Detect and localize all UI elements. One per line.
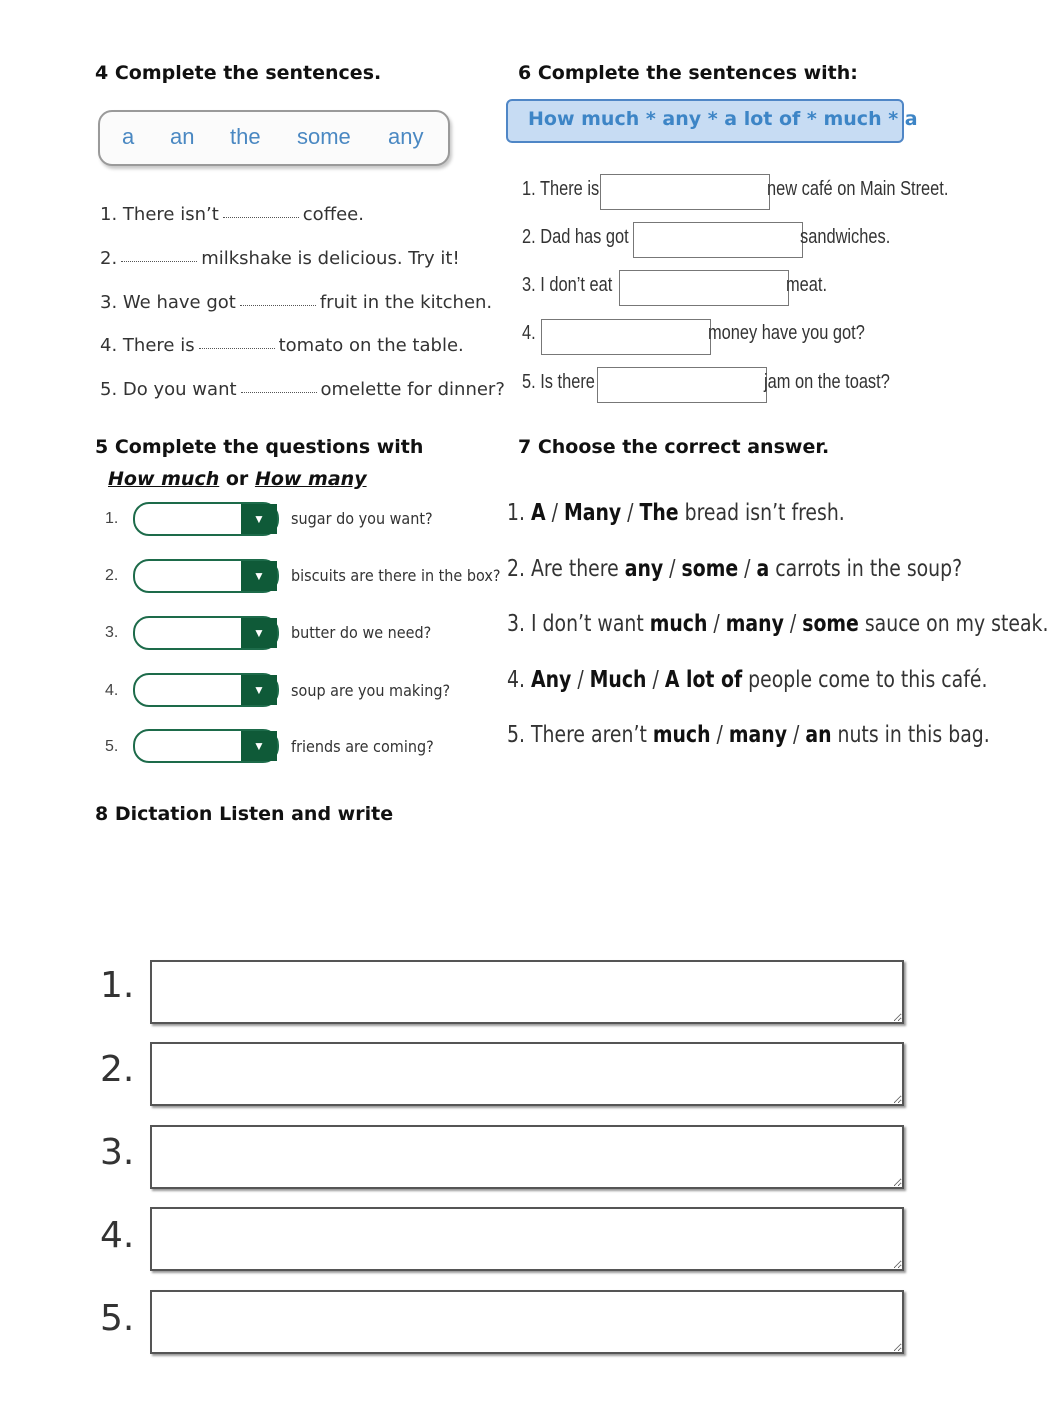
s4-item-2: 2. milkshake is delicious. Try it!	[100, 248, 460, 269]
s4-item-4: 4. There is tomato on the table.	[100, 335, 464, 356]
option[interactable]: Any	[530, 667, 572, 693]
dictation-num: 2.	[100, 1049, 135, 1090]
option[interactable]: many	[728, 722, 788, 748]
chevron-down-icon: ▼	[241, 618, 277, 648]
s5-dropdown-1[interactable]	[133, 502, 279, 536]
s4-item-1: 1. There isn’t coffee.	[100, 204, 364, 225]
section6-heading: 6 Complete the sentences with:	[518, 62, 858, 84]
word-bank-word: some	[297, 124, 351, 149]
option[interactable]: The	[639, 500, 679, 526]
option[interactable]: Much	[589, 667, 647, 693]
s6-before-1: 1. There is	[522, 178, 600, 200]
dictation-input-1[interactable]	[150, 960, 904, 1024]
s6-after-3: meat.	[786, 274, 828, 296]
s7-item-2: 2. Are there any / some / a carrots in the soup?	[507, 556, 963, 582]
s4-item-5: 5. Do you want omelette for dinner?	[100, 379, 505, 400]
dictation-input-4[interactable]	[150, 1207, 904, 1271]
s7-item-4: 4. Any / Much / A lot of people come to this café.	[507, 667, 988, 693]
s7-item-3: 3. I don’t want much / many / some sauce on my steak.	[507, 611, 1048, 637]
section8-heading: 8 Dictation Listen and write	[95, 803, 394, 825]
s7-item-5: 5. There aren’t much / many / an nuts in this bag.	[507, 722, 990, 748]
word-bank-word: an	[170, 124, 195, 149]
s5-num: 2.	[105, 567, 119, 584]
s6-after-2: sandwiches.	[800, 226, 891, 248]
blank	[240, 304, 316, 306]
s5-text-5: friends are coming?	[291, 737, 434, 756]
word-bank	[98, 110, 450, 166]
option[interactable]: any	[624, 556, 664, 582]
s6-answer-input-5[interactable]	[597, 367, 767, 403]
blank	[223, 216, 299, 218]
s5-num: 4.	[105, 682, 119, 699]
chevron-down-icon: ▼	[241, 675, 277, 705]
section4-heading: 4 Complete the sentences.	[95, 62, 382, 84]
option[interactable]: Many	[563, 500, 622, 526]
chevron-down-icon: ▼	[241, 504, 277, 534]
option[interactable]: much	[649, 611, 708, 637]
section7-heading: 7 Choose the correct answer.	[518, 436, 830, 458]
options-box	[506, 99, 918, 143]
s5-dropdown-4[interactable]	[133, 673, 279, 707]
dictation-num: 4.	[100, 1215, 135, 1256]
option[interactable]: an	[805, 722, 832, 748]
section5-subtitle: How much or How many	[108, 468, 367, 490]
s5-text-1: sugar do you want?	[291, 509, 433, 528]
s6-after-4: money have you got?	[708, 322, 865, 344]
s5-num: 1.	[105, 510, 119, 527]
option[interactable]: some	[681, 556, 739, 582]
dictation-input-3[interactable]	[150, 1125, 904, 1189]
s5-text-2: biscuits are there in the box?	[291, 566, 501, 585]
chevron-down-icon: ▼	[241, 561, 277, 591]
s6-answer-input-1[interactable]	[600, 174, 770, 210]
dictation-input-2[interactable]	[150, 1042, 904, 1106]
s6-before-4: 4.	[522, 322, 536, 344]
chevron-down-icon: ▼	[241, 731, 277, 761]
s5-text-4: soup are you making?	[291, 681, 451, 700]
blank	[241, 391, 317, 393]
option[interactable]: A	[530, 500, 546, 526]
word-bank-word: a	[122, 124, 135, 149]
dictation-num: 5.	[100, 1298, 135, 1339]
dictation-num: 3.	[100, 1132, 135, 1173]
s5-dropdown-5[interactable]	[133, 729, 279, 763]
s6-answer-input-2[interactable]	[633, 222, 803, 258]
word-bank-word: the	[230, 124, 261, 149]
dictation-input-5[interactable]	[150, 1290, 904, 1354]
word-bank-word: any	[388, 124, 424, 149]
s6-answer-input-4[interactable]	[541, 319, 711, 355]
option[interactable]: A lot of	[664, 667, 743, 693]
option[interactable]: much	[652, 722, 711, 748]
option[interactable]: many	[725, 611, 784, 637]
option[interactable]: a	[756, 556, 770, 582]
options-text: How much * any * a lot of * much * a	[528, 108, 918, 130]
dictation-num: 1.	[100, 965, 135, 1006]
s5-num: 5.	[105, 738, 119, 755]
s5-num: 3.	[105, 624, 119, 641]
s5-dropdown-3[interactable]	[133, 616, 279, 650]
s7-item-1: 1. A / Many / The bread isn’t fresh.	[507, 500, 845, 526]
s6-after-1: new café on Main Street.	[767, 178, 949, 200]
s4-item-3: 3. We have got fruit in the kitchen.	[100, 292, 493, 313]
s5-dropdown-2[interactable]	[133, 559, 279, 593]
s6-before-2: 2. Dad has got	[522, 226, 629, 248]
s6-answer-input-3[interactable]	[619, 270, 789, 306]
option[interactable]: some	[802, 611, 859, 637]
s6-before-5: 5. Is there	[522, 371, 595, 393]
s5-text-3: butter do we need?	[291, 623, 432, 642]
blank	[121, 260, 197, 262]
s6-after-5: jam on the toast?	[764, 371, 890, 393]
blank	[199, 347, 275, 349]
section5-heading: 5 Complete the questions with	[95, 436, 424, 458]
s6-before-3: 3. I don’t eat	[522, 274, 613, 296]
